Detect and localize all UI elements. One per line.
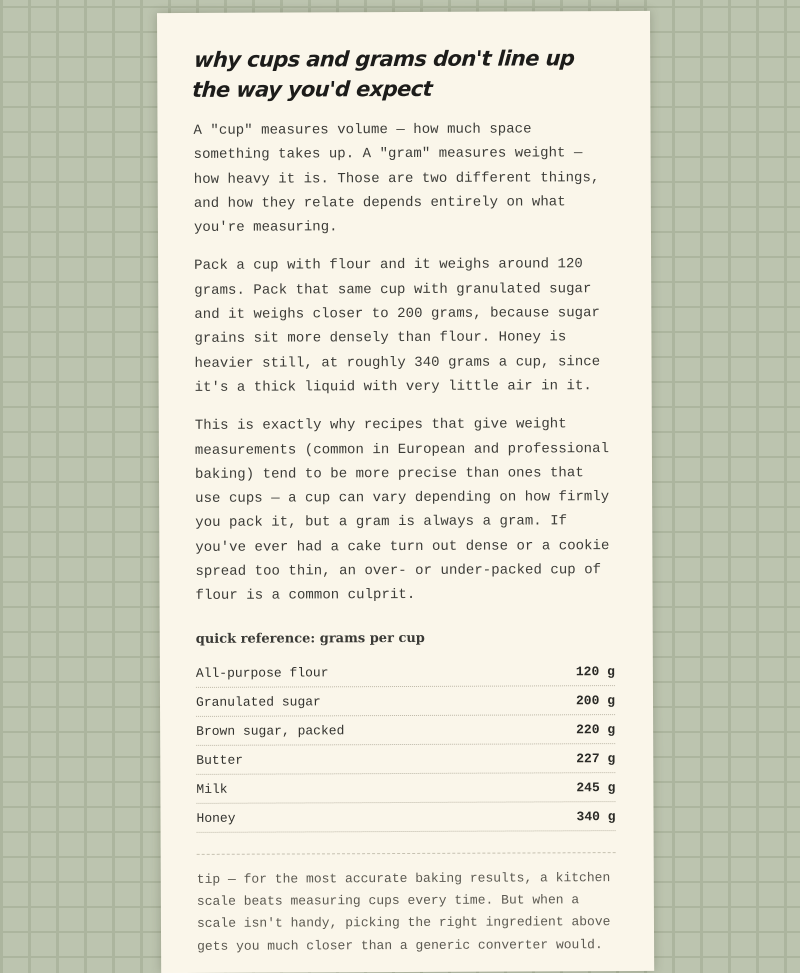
reference-heading: quick reference: grams per cup <box>195 630 425 647</box>
reference-table <box>196 657 616 833</box>
ingredient-name: All-purpose flour <box>195 665 329 682</box>
reference-row <box>196 686 615 717</box>
article-paragraph: A "cup" measures volume — how much space something takes up. A "gram" measures weight — how heavy it is. Those are two different things, and how they relate depends entirely on what you're measuring. <box>193 121 600 237</box>
ingredient-name: Honey <box>196 810 236 827</box>
article-paragraph: This is exactly why recipes that give weight measurements (common in European and professional baking) tend to be more precise than ones that use cups — a cup can vary depending on how firmly you pack it, but a gram is always a gram. If you've ever had a cake turn out dense or a cookie spread too thin, an over- or under-packed cup of flour is a common culprit. <box>194 416 610 605</box>
ingredient-name: Milk <box>196 781 228 798</box>
ingredient-grams: 245 g <box>576 780 616 796</box>
article-paragraph: Pack a cup with flour and it weighs around 120 grams. Pack that same cup with granulated sugar and it weighs closer to 200 grams, because sugar grains sit more densely than flour. Honey is heavier still, at roughly 340 grams a cup, since it's a thick liquid with very little air in it. <box>194 256 601 396</box>
ingredient-name: Butter <box>196 752 244 769</box>
ingredient-grams: 227 g <box>576 751 616 767</box>
reference-row <box>196 802 615 833</box>
tip-text: tip — for the most accurate baking results, a kitchen scale beats measuring cups every time. But when a scale isn't handy, picking the right ingredient above gets you much closer than a generic converter would. <box>196 869 611 954</box>
tip-divider <box>197 852 616 855</box>
article-title: why cups and grams don't line up the way you'd expect <box>191 46 576 102</box>
ingredient-grams: 200 g <box>575 693 616 709</box>
ingredient-name: Granulated sugar <box>195 694 321 711</box>
article-card <box>157 11 654 973</box>
ingredient-grams: 340 g <box>576 809 616 825</box>
reference-row <box>196 657 615 688</box>
ingredient-grams: 220 g <box>576 722 616 738</box>
reference-row <box>196 773 615 804</box>
reference-row <box>196 744 615 775</box>
ingredient-name: Brown sugar, packed <box>196 723 345 740</box>
reference-row <box>196 715 615 746</box>
ingredient-grams: 120 g <box>575 664 615 680</box>
